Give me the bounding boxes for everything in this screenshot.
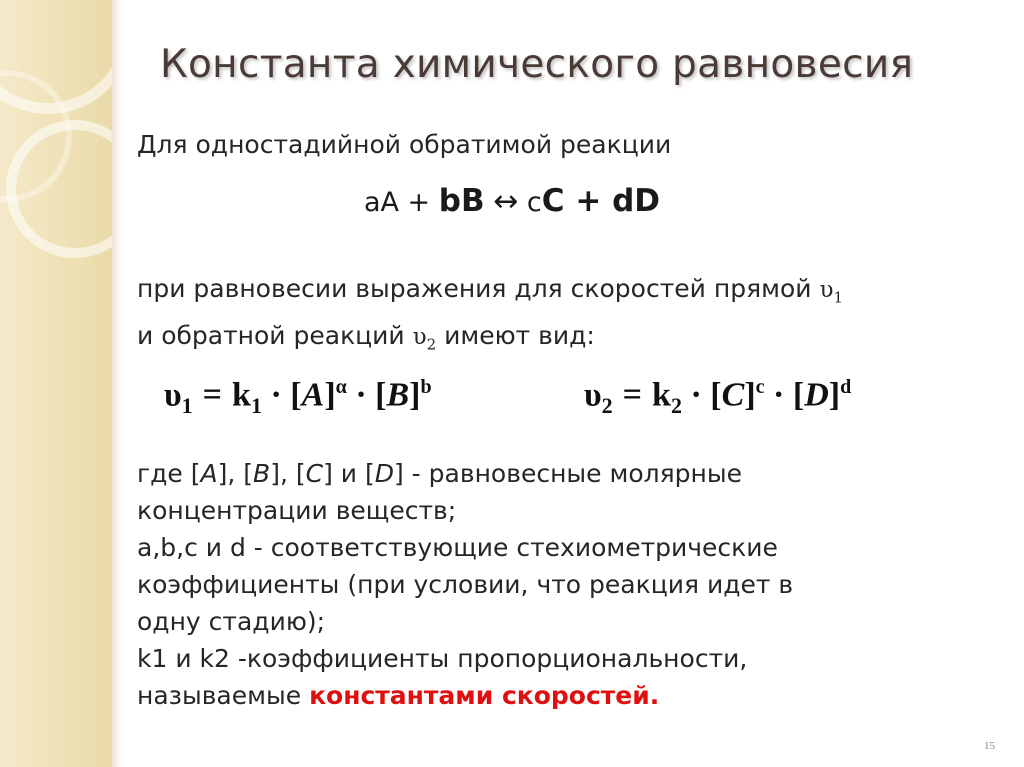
reaction-C: C	[541, 183, 565, 219]
rates-text-part2: и обратной реакций	[137, 320, 413, 350]
upsilon-1: $\upsilon_1$	[819, 277, 843, 307]
reaction-bB: bB	[438, 183, 485, 219]
definitions-line5: одну стадию);	[137, 607, 326, 636]
upsilon-2: $\upsilon_2$	[412, 323, 437, 354]
reaction-equation	[0, 183, 1024, 219]
forward-rate-formula: $\upsilon_1 = k_1 \cdot [A]^\alpha \cdot [B]^b$	[164, 376, 432, 419]
definitions-line6: k1 и k2 -коэффициенты пропорциональности,	[137, 644, 748, 673]
decorative-side-panel	[0, 0, 112, 767]
definitions-line3: a,b,c и d - соответствующие стехиометрические	[137, 533, 778, 562]
definitions-line7: называемые	[137, 681, 310, 710]
rates-text-part1: при равновесии выражения для скоростей прямой	[137, 274, 820, 303]
slide-title: Константа химического равновесия	[160, 42, 914, 87]
reverse-rate-formula: $\upsilon_2 = k_2 \cdot [C]^c \cdot [D]^d$	[584, 376, 852, 419]
definitions-text: где [A], [B], [C] и [D] - равновесные молярные концентрации веществ; a,b,c и d - соответствующие стехиометрические коэффициенты (при условии, что реакция идет в одну стадию); k1 и k2 -коэффициенты пропорциональности, называемые константами скоростей.	[137, 459, 794, 710]
rates-text	[137, 270, 997, 363]
reaction-c-coef: c	[526, 187, 542, 218]
intro-text: Для одностадийной обратимой реакции	[137, 130, 672, 159]
definitions-line4: коэффициенты (при условии, что реакция идет в	[137, 570, 794, 599]
reaction-right: + dD	[564, 183, 661, 219]
page-number: 15	[984, 740, 995, 752]
reversible-arrow: ↔	[493, 184, 519, 219]
rate-constants-highlight: константами скоростей.	[309, 681, 660, 710]
definitions-line2: концентрации веществ;	[137, 496, 457, 525]
side-panel-shadow	[112, 0, 122, 767]
rates-text-part3: имеют вид:	[436, 320, 595, 350]
reaction-left: aA +	[363, 187, 439, 218]
